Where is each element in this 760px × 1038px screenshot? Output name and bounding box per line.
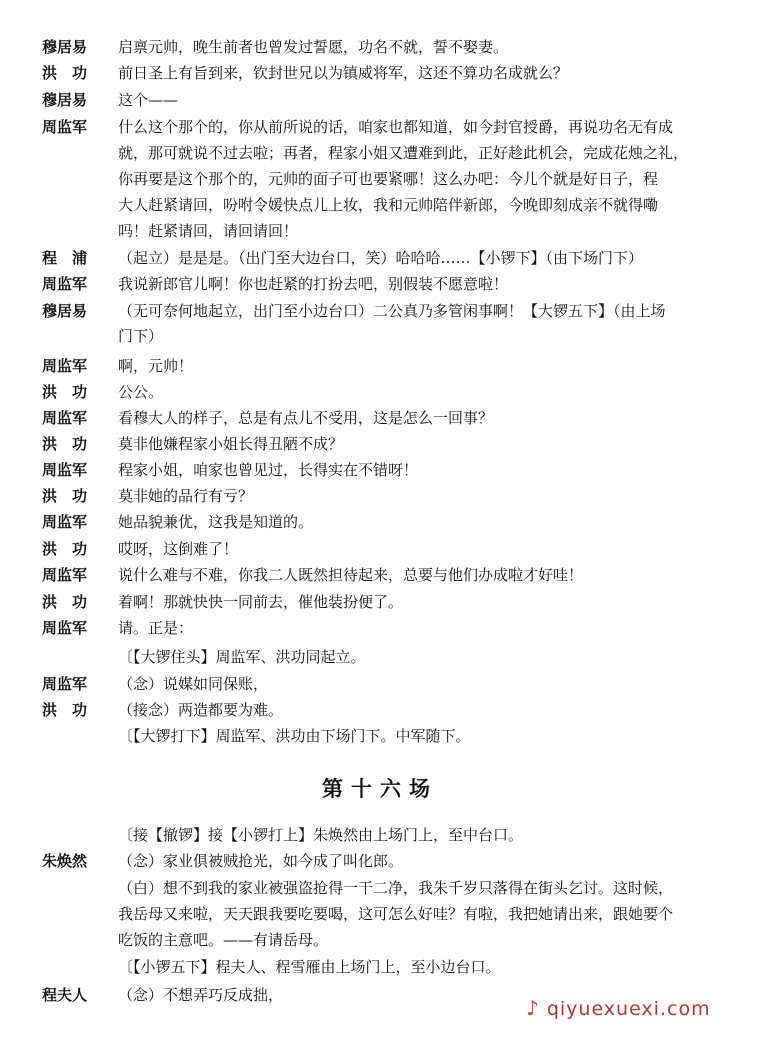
dialogue-line (0, 850, 760, 876)
speaker-name: 程夫人 (42, 986, 88, 1004)
dialogue-line (0, 903, 760, 929)
dialogue-line (0, 220, 760, 246)
speaker-name: 程 浦 (42, 249, 88, 267)
dialogue-text: 吃饭的主意吧。——有请岳母。 (118, 931, 329, 949)
dialogue-text: 莫非他嫌程家小姐长得丑陋不成？ (118, 435, 344, 453)
dialogue-text: 哎呀，这倒难了！ (118, 540, 239, 558)
speaker-name: 周监军 (42, 619, 88, 637)
watermark-text: qiyuexuexi.com (546, 998, 711, 1020)
dialogue-line (0, 459, 760, 485)
speaker-name: 朱焕然 (42, 852, 88, 870)
speaker-name: 周监军 (42, 675, 88, 693)
speaker-name: 洪 功 (42, 64, 88, 82)
dialogue-line (0, 300, 760, 326)
note-icon: ♪ (526, 996, 540, 1020)
dialogue-line (0, 591, 760, 617)
dialogue-line (0, 168, 760, 194)
dialogue-text: （念）说媒如同保账， (118, 675, 269, 693)
dialogue-line (0, 325, 760, 351)
dialogue-line (0, 247, 760, 273)
dialogue-text: （接念）两造都要为难。 (118, 701, 284, 719)
direction-text: 〔接【撤锣】接【小锣打上】朱焕然由上场门上，至中台口。 (118, 826, 524, 844)
dialogue-line (0, 194, 760, 220)
dialogue-line (0, 673, 760, 699)
dialogue-text: 什么这个那个的，你从前所说的话，咱家也都知道，如今封官授爵，再说功名无有成 (118, 118, 674, 136)
dialogue-line (0, 62, 760, 88)
dialogue-text: 请。正是： (118, 619, 194, 637)
dialogue-text: 前日圣上有旨到来，钦封世兄以为镇威将军，这还不算功名成就么？ (118, 64, 569, 82)
dialogue-text: （念）家业俱被贼抢光，如今成了叫化郎。 (118, 852, 404, 870)
dialogue-text: 门下） (118, 327, 164, 345)
dialogue-line (0, 36, 760, 62)
dialogue-line (0, 511, 760, 537)
site-watermark (526, 994, 751, 1022)
speaker-name: 周监军 (42, 118, 88, 136)
dialogue-text: （起立）是是是。（出门至大边台口，笑）哈哈哈……【小锣下】（由下场门下） (118, 249, 644, 267)
dialogue-text: 啊，元帅！ (118, 357, 194, 375)
speaker-name: 周监军 (42, 357, 88, 375)
dialogue-line (0, 617, 760, 643)
dialogue-text: 她品貌兼优，这我是知道的。 (118, 513, 314, 531)
direction-text: 〔【大锣住头】周监军、洪功同起立。 (118, 648, 366, 666)
speaker-name: 周监军 (42, 275, 88, 293)
dialogue-text: （念）不想弄巧反成拙， (118, 986, 284, 1004)
dialogue-line (0, 116, 760, 142)
stage-direction (0, 824, 760, 850)
dialogue-line (0, 929, 760, 955)
dialogue-text: 启禀元帅，晚生前者也曾发过誓愿，功名不就，誓不娶妻。 (118, 38, 509, 56)
speaker-name: 穆居易 (42, 91, 88, 109)
speaker-name: 洪 功 (42, 383, 88, 401)
dialogue-text: 莫非她的品行有亏？ (118, 487, 254, 505)
dialogue-line (0, 273, 760, 299)
dialogue-text: （白）想不到我的家业被强盗抢得一干二净，我朱千岁只落得在街头乞讨。这时候， (118, 879, 674, 897)
dialogue-text: 大人赶紧请回，吩咐令媛快点儿上妆，我和元帅陪伴新郎，今晚即刻成亲不就得嘞 (118, 196, 659, 214)
dialogue-text: 你再要是这个那个的，元帅的面子可也要紧哪！这么办吧：今儿个就是好日子，程 (118, 170, 659, 188)
dialogue-line (0, 699, 760, 725)
dialogue-line (0, 433, 760, 459)
dialogue-text: 我说新郎官儿啊！你也赶紧的打扮去吧，别假装不愿意啦！ (118, 275, 509, 293)
dialogue-text: 着啊！那就快快一同前去，催他装扮便了。 (118, 593, 404, 611)
dialogue-text: 就，那可就说不过去啦；再者，程家小姐又遭难到此，正好趁此机会，完成花烛之礼， (118, 144, 689, 162)
dialogue-text: 看穆大人的样子，总是有点儿不受用，这是怎么一回事？ (118, 409, 494, 427)
stage-direction (0, 646, 760, 672)
dialogue-text: 我岳母又来啦，天天跟我要吃要喝，这可怎么好哇？有啦，我把她请出来，跟她要个 (118, 905, 674, 923)
speaker-name: 洪 功 (42, 540, 88, 558)
dialogue-line (0, 89, 760, 115)
scene-title: 第十六场 (322, 777, 438, 801)
speaker-name: 周监军 (42, 409, 88, 427)
dialogue-text: 说什么难与不难，你我二人既然担待起来，总要与他们办成啦才好哇！ (118, 566, 584, 584)
dialogue-line (0, 381, 760, 407)
dialogue-line (0, 142, 760, 168)
stage-direction (0, 956, 760, 982)
dialogue-line (0, 564, 760, 590)
dialogue-text: （无可奈何地起立，出门至小边台口）二公真乃多管闲事啊！【大锣五下】（由上场 (118, 302, 666, 320)
dialogue-text: 公公。 (118, 383, 164, 401)
direction-text: 〔【大锣打下】周监军、洪功由下场门下。中军随下。 (118, 727, 471, 745)
direction-text: 〔【小锣五下】程夫人、程雪雁由上场门上，至小边台口。 (118, 958, 501, 976)
speaker-name: 穆居易 (42, 302, 88, 320)
speaker-name: 周监军 (42, 461, 88, 479)
speaker-name: 洪 功 (42, 435, 88, 453)
dialogue-line (0, 407, 760, 433)
dialogue-line (0, 485, 760, 511)
stage-direction (0, 725, 760, 751)
dialogue-line (0, 877, 760, 903)
dialogue-text: 程家小姐，咱家也曾见过，长得实在不错呀！ (118, 461, 419, 479)
speaker-name: 周监军 (42, 566, 88, 584)
dialogue-line (0, 355, 760, 381)
speaker-name: 周监军 (42, 513, 88, 531)
speaker-name: 洪 功 (42, 593, 88, 611)
speaker-name: 洪 功 (42, 487, 88, 505)
speaker-name: 洪 功 (42, 701, 88, 719)
dialogue-text: 这个—— (118, 91, 179, 109)
dialogue-line (0, 538, 760, 564)
speaker-name: 穆居易 (42, 38, 88, 56)
dialogue-text: 吗！赶紧请回，请回请回！ (118, 222, 299, 240)
